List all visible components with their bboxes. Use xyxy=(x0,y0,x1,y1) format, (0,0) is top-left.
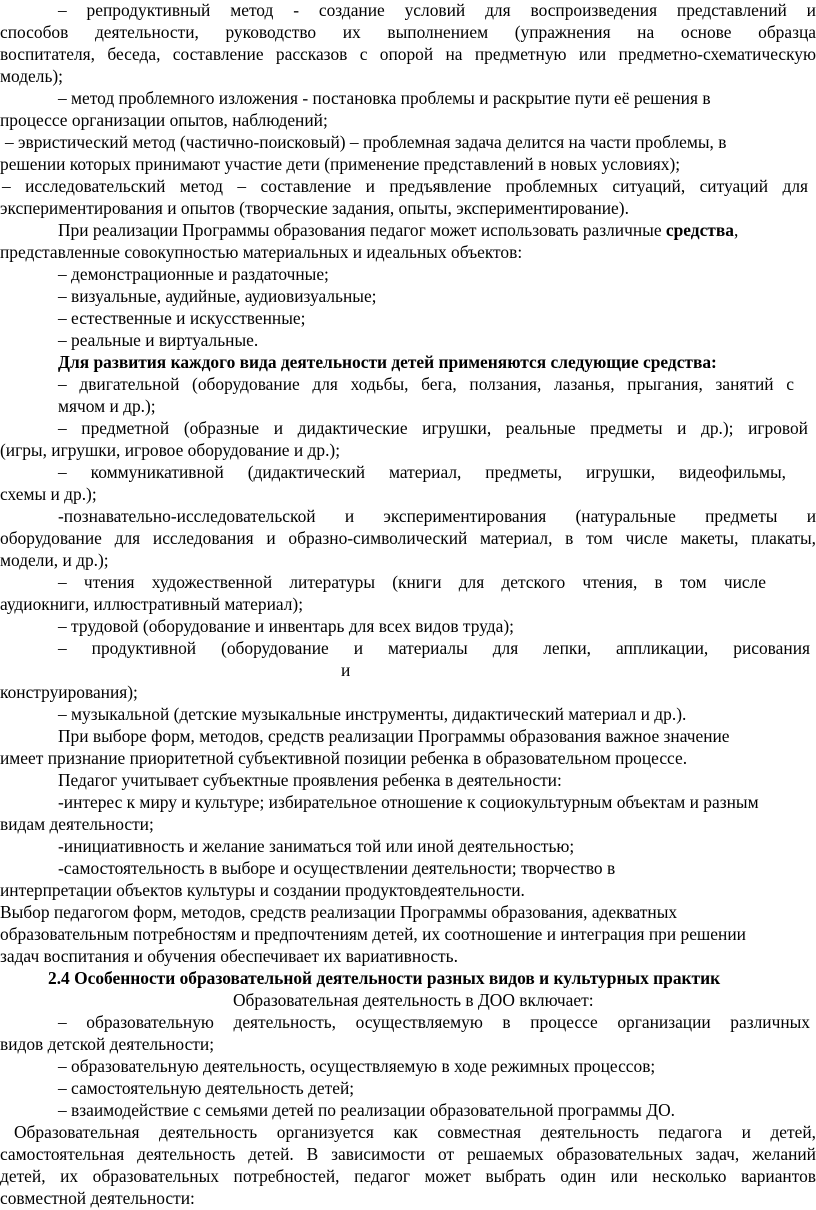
activity-means-heading: Для развития каждого вида деятельности детей применяются следующие средства: xyxy=(58,352,717,372)
independence-line1: -самостоятельность в выборе и осуществлении деятельности; творчество в xyxy=(58,858,616,878)
choice-summary-line2: образовательным потребностям и предпочтениям детей, их соотношение и интеграция при решении xyxy=(0,924,746,944)
method-problem-line2: процессе организации опытов, наблюдений; xyxy=(0,110,328,130)
productive-line2: конструирования); xyxy=(0,682,138,702)
means-intro-bold-word: средства xyxy=(665,220,734,240)
reading-line2: аудиокниги, иллюстративный материал); xyxy=(0,594,304,614)
interest-line1: -интерес к миру и культуре; избирательное отношение к социокультурным объектам и разным xyxy=(58,792,759,812)
cognitive-line2: оборудование для исследования и образно-символический материал, в том числе макеты, плакаты, xyxy=(0,528,816,548)
initiative-line: -инициативность и желание заниматься той или иной деятельностью; xyxy=(58,836,575,856)
productive-and: и xyxy=(341,660,351,680)
method-research-line1: – исследовательский метод – составление и предъявление проблемных ситуаций, ситуаций для xyxy=(2,176,808,196)
means-item: – реальные и виртуальные. xyxy=(58,330,259,350)
final-paragraph-line4: совместной деятельности: xyxy=(0,1188,195,1208)
ed-activity-item1-line2: видов детской деятельности; xyxy=(0,1034,215,1054)
choice-summary-line1: Выбор педагогом форм, методов, средств реализации Программы образования, адекватных xyxy=(0,902,678,922)
method-heuristic-line1: – эвристический метод (частично-поисковый) – проблемная задача делится на части проблемы, в xyxy=(5,132,727,152)
productive-line1: – продуктивной (оборудование и материалы для лепки, аппликации, рисования xyxy=(58,638,810,658)
comm-line1: – коммуникативной (дидактический материал, предметы, игрушки, видеофильмы, xyxy=(58,462,786,482)
choice-summary-line3: задач воспитания и обучения обеспечивает их вариативность. xyxy=(0,946,458,966)
music-line: – музыкальной (детские музыкальные инструменты, дидактический материал и др.). xyxy=(58,704,687,724)
comm-line2: схемы и др.); xyxy=(0,484,97,504)
means-item: – естественные и искусственные; xyxy=(58,308,306,328)
choice-p2: Педагог учитывает субъектные проявления ребенка в деятельности: xyxy=(58,770,562,790)
reading-line1: – чтения художественной литературы (книги для детского чтения, в том числе xyxy=(58,572,766,592)
motor-line1: – двигательной (оборудование для ходьбы, бега, ползания, лазанья, прыгания, занятий с xyxy=(58,374,794,394)
section-subtitle: Образовательная деятельность в ДОО включает: xyxy=(233,990,594,1010)
means-item: – визуальные, аудийные, аудиовизуальные; xyxy=(58,286,377,306)
means-intro-line2: представленные совокупностью материальных и идеальных объектов: xyxy=(0,242,523,262)
method-reproductive-line3: воспитателя, беседа, составление рассказов с опорой на предметную или предметно-схематическую xyxy=(0,44,816,64)
ed-activity-item3: – самостоятельную деятельность детей; xyxy=(58,1078,355,1098)
final-paragraph-line2: самостоятельная деятельность детей. В зависимости от решаемых образовательных задач, желаний xyxy=(0,1144,816,1164)
ed-activity-item2: – образовательную деятельность, осуществляемую в ходе режимных процессов; xyxy=(58,1056,656,1076)
section-title: 2.4 Особенности образовательной деятельности разных видов и культурных практик xyxy=(48,968,721,988)
cognitive-line1: -познавательно-исследовательской и экспериментирования (натуральные предметы и xyxy=(58,506,816,526)
labor-line: – трудовой (оборудование и инвентарь для всех видов труда); xyxy=(58,616,514,636)
method-research-line2: экспериментирования и опытов (творческие задания, опыты, экспериментирование). xyxy=(0,198,629,218)
method-reproductive-line2: способов деятельности, руководство их выполнением (упражнения на основе образца xyxy=(0,22,816,42)
object-line1: – предметной (образные и дидактические игрушки, реальные предметы и др.); игровой xyxy=(58,418,808,438)
means-intro-text: При реализации Программы образования педагог может использовать различные xyxy=(58,220,666,240)
method-reproductive-line1: – репродуктивный метод - создание условий для воспроизведения представлений и xyxy=(58,0,816,20)
means-intro-comma: , xyxy=(733,220,739,240)
object-line2: (игры, игрушки, игровое оборудование и др.); xyxy=(0,440,341,460)
ed-activity-item1-line1: – образовательную деятельность, осуществляемую в процессе организации различных xyxy=(58,1012,810,1032)
method-reproductive-line4: модель); xyxy=(0,66,63,86)
method-problem-line1: – метод проблемного изложения - постановка проблемы и раскрытие пути её решения в xyxy=(58,88,711,108)
independence-line2: интерпретации объектов культуры и создании продуктовдеятельности. xyxy=(0,880,525,900)
cognitive-line3: модели, и др.); xyxy=(0,550,109,570)
interest-line2: видам деятельности; xyxy=(0,814,154,834)
final-paragraph-line1: Образовательная деятельность организуется как совместная деятельность педагога и детей, xyxy=(14,1122,816,1142)
choice-p1-line2: имеет признание приоритетной субъективной позиции ребенка в образовательном процессе. xyxy=(0,748,688,768)
final-paragraph-line3: детей, их образовательных потребностей, педагог может выбрать один или несколько вариантов xyxy=(0,1166,816,1186)
method-heuristic-line2: решении которых принимают участие дети (применение представлений в новых условиях); xyxy=(0,154,681,174)
motor-line2: мячом и др.); xyxy=(58,396,156,416)
means-item: – демонстрационные и раздаточные; xyxy=(58,264,329,284)
choice-p1-line1: При выборе форм, методов, средств реализации Программы образования важное значение xyxy=(58,726,730,746)
ed-activity-item4: – взаимодействие с семьями детей по реализации образовательной программы ДО. xyxy=(58,1100,675,1120)
means-intro-line1 xyxy=(58,220,738,242)
